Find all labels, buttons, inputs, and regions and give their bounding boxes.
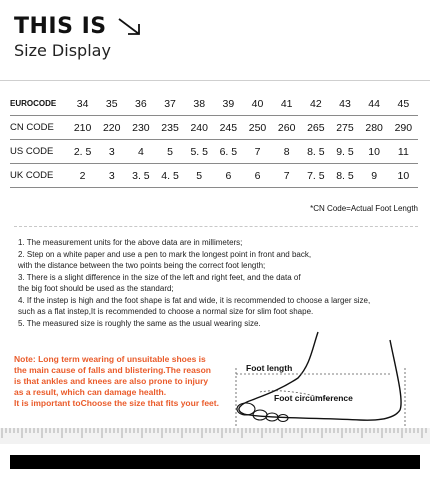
size-cell: 235: [155, 116, 184, 140]
size-cell: 11: [389, 140, 418, 164]
size-cell: 3. 5: [126, 164, 155, 188]
size-cell: 265: [301, 116, 330, 140]
size-cell: 4. 5: [155, 164, 184, 188]
header: [14, 14, 143, 60]
size-row: [10, 164, 418, 188]
instruction-line: 5. The measured size is roughly the same as the usual wearing size.: [18, 318, 261, 328]
size-cell: 220: [97, 116, 126, 140]
size-row: [10, 140, 418, 164]
size-row: [10, 116, 418, 140]
foot-measurement-diagram: [200, 330, 430, 430]
size-cell: 9: [360, 164, 389, 188]
size-cell: 37: [155, 92, 184, 116]
size-row-label: CN CODE: [10, 116, 68, 140]
size-cell: 250: [243, 116, 272, 140]
size-cell: 8. 5: [330, 164, 359, 188]
size-cell: 40: [243, 92, 272, 116]
size-cell: 10: [360, 140, 389, 164]
size-cell: 6: [243, 164, 272, 188]
size-cell: 44: [360, 92, 389, 116]
size-cell: 3: [97, 164, 126, 188]
size-cell: 41: [272, 92, 301, 116]
size-row-label: UK CODE: [10, 164, 68, 188]
size-cell: 240: [185, 116, 214, 140]
size-cell: 7. 5: [301, 164, 330, 188]
measuring-ruler: [0, 424, 430, 448]
size-cell: 38: [185, 92, 214, 116]
arrow-down-right-icon: [117, 17, 143, 37]
size-row-label: EUROCODE: [10, 92, 68, 116]
foot-circumference-label: Foot circumference: [274, 393, 353, 403]
size-cell: 42: [301, 92, 330, 116]
size-cell: 280: [360, 116, 389, 140]
size-row-label: US CODE: [10, 140, 68, 164]
size-cell: 34: [68, 92, 97, 116]
size-cell: 43: [330, 92, 359, 116]
size-cell: 230: [126, 116, 155, 140]
size-cell: 10: [389, 164, 418, 188]
ruler-body: [0, 428, 430, 444]
instruction-line: the big foot should be used as the standard;: [18, 284, 174, 293]
size-cell: 260: [272, 116, 301, 140]
foot-illustration: [200, 330, 430, 430]
size-cell: 8. 5: [301, 140, 330, 164]
size-cell: 6. 5: [214, 140, 243, 164]
instruction-line: 4. If the instep is high and the foot shape is fat and wide, it is recommended to choose a larger size,: [18, 295, 371, 305]
size-cell: 3: [97, 140, 126, 164]
cn-code-note: *CN Code=Actual Foot Length: [310, 204, 418, 213]
page-title: THIS IS: [14, 14, 107, 39]
warning-line: the main cause of falls and blistering.The reason: [14, 365, 211, 375]
size-cell: 275: [330, 116, 359, 140]
divider: [0, 80, 430, 81]
warning-line: Note: Long term wearing of unsuitable shoes is: [14, 354, 206, 364]
size-cell: 5: [155, 140, 184, 164]
size-cell: 210: [68, 116, 97, 140]
size-cell: 39: [214, 92, 243, 116]
size-cell: 9. 5: [330, 140, 359, 164]
size-cell: 245: [214, 116, 243, 140]
size-cell: 4: [126, 140, 155, 164]
size-row: [10, 92, 418, 116]
warning-line: as a result, which can damage health.: [14, 387, 167, 397]
instruction-line: such as a flat instep,It is recommended to choose a normal size for slim foot shape.: [18, 307, 314, 316]
foot-length-label: Foot length: [246, 363, 293, 373]
instruction-line: 1. The measurement units for the above data are in millimeters;: [18, 238, 243, 247]
size-cell: 2: [68, 164, 97, 188]
page-subtitle: Size Display: [14, 41, 111, 60]
size-cell: 35: [97, 92, 126, 116]
size-cell: 5: [185, 164, 214, 188]
instruction-line: 2. Step on a white paper and use a pen to mark the longest point in front and back,: [18, 249, 312, 259]
bottom-bar: [10, 455, 420, 469]
size-cell: 7: [272, 164, 301, 188]
size-cell: 2. 5: [68, 140, 97, 164]
title-row: [14, 14, 143, 39]
instruction-line: 3. There is a slight difference in the size of the left and right feet, and the data of: [18, 272, 301, 282]
dashed-divider: [14, 226, 418, 227]
size-cell: 36: [126, 92, 155, 116]
size-cell: 8: [272, 140, 301, 164]
warning-line: It is important toChoose the size that fits your feet.: [14, 398, 219, 408]
warning-line: is that ankles and knees are also prone to injury: [14, 376, 209, 386]
size-cell: 7: [243, 140, 272, 164]
instructions: [18, 237, 418, 329]
size-cell: 290: [389, 116, 418, 140]
size-cell: 6: [214, 164, 243, 188]
size-table: [10, 92, 418, 188]
size-cell: 45: [389, 92, 418, 116]
size-cell: 5. 5: [185, 140, 214, 164]
instruction-line: with the distance between the two points being the correct foot length;: [18, 261, 266, 270]
